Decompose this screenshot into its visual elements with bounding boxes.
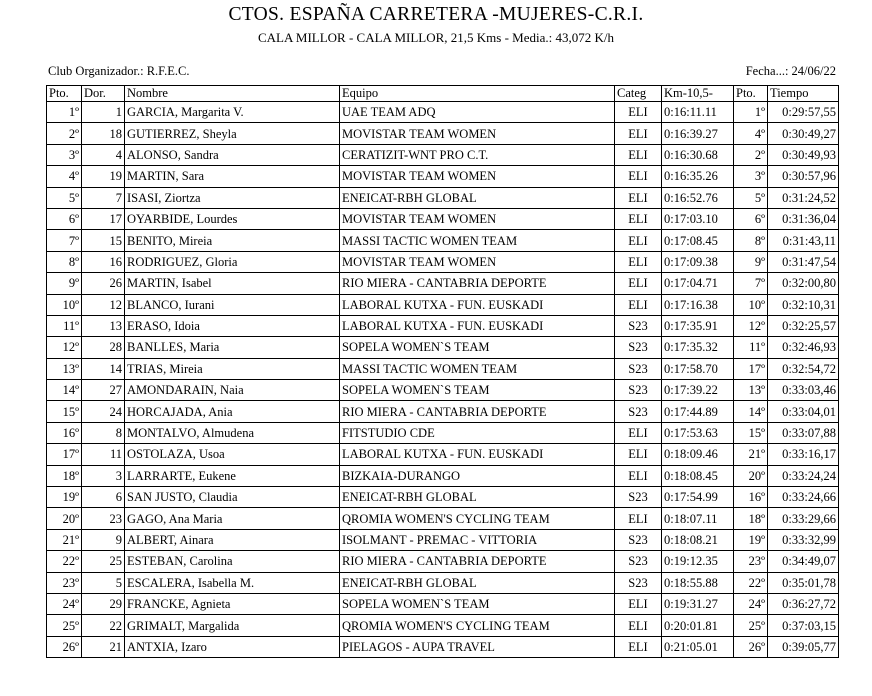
cell-nombre: GUTIERREZ, Sheyla: [125, 123, 340, 144]
cell-nombre: OYARBIDE, Lourdes: [125, 208, 340, 229]
cell-equipo: FITSTUDIO CDE: [340, 422, 615, 443]
cell-pto: 9º: [47, 273, 82, 294]
cell-dorsal: 8: [82, 422, 125, 443]
header-km: Km-10,5-: [662, 86, 734, 102]
cell-dorsal: 5: [82, 572, 125, 593]
cell-pto-split: 9º: [734, 251, 768, 272]
cell-dorsal: 6: [82, 487, 125, 508]
race-subtitle: CALA MILLOR - CALA MILLOR, 21,5 Kms - Media.: 43,072 K/h: [257, 30, 615, 45]
cell-pto-split: 23º: [734, 551, 768, 572]
cell-pto-split: 13º: [734, 380, 768, 401]
cell-tiempo: 0:31:24,52: [768, 187, 839, 208]
cell-dorsal: 3: [82, 465, 125, 486]
cell-categ: ELI: [615, 230, 662, 251]
cell-km-split: 0:17:58.70: [662, 358, 734, 379]
cell-km-split: 0:17:39.22: [662, 380, 734, 401]
header-nombre: Nombre: [125, 86, 340, 102]
cell-equipo: ENEICAT-RBH GLOBAL: [340, 487, 615, 508]
cell-dorsal: 4: [82, 144, 125, 165]
cell-pto-split: 11º: [734, 337, 768, 358]
cell-equipo: SOPELA WOMEN`S TEAM: [340, 337, 615, 358]
cell-equipo: MASSI TACTIC WOMEN TEAM: [340, 230, 615, 251]
cell-pto-split: 10º: [734, 294, 768, 315]
cell-tiempo: 0:30:49,27: [768, 123, 839, 144]
table-row: [47, 337, 839, 358]
cell-km-split: 0:17:09.38: [662, 251, 734, 272]
cell-pto: 8º: [47, 251, 82, 272]
cell-equipo: LABORAL KUTXA - FUN. EUSKADI: [340, 294, 615, 315]
cell-pto-split: 3º: [734, 166, 768, 187]
cell-dorsal: 29: [82, 593, 125, 614]
cell-tiempo: 0:35:01,78: [768, 572, 839, 593]
cell-categ: ELI: [615, 273, 662, 294]
cell-tiempo: 0:36:27,72: [768, 593, 839, 614]
cell-equipo: SOPELA WOMEN`S TEAM: [340, 593, 615, 614]
cell-pto-split: 7º: [734, 273, 768, 294]
cell-nombre: ERASO, Idoia: [125, 315, 340, 336]
table-row: [47, 358, 839, 379]
cell-km-split: 0:17:16.38: [662, 294, 734, 315]
cell-nombre: ISASI, Ziortza: [125, 187, 340, 208]
cell-tiempo: 0:33:07,88: [768, 422, 839, 443]
cell-categ: S23: [615, 572, 662, 593]
cell-pto: 22º: [47, 551, 82, 572]
organizer-label: Club Organizador.: R.F.E.C.: [48, 64, 190, 78]
cell-categ: ELI: [615, 187, 662, 208]
cell-dorsal: 11: [82, 444, 125, 465]
cell-nombre: ESCALERA, Isabella M.: [125, 572, 340, 593]
cell-km-split: 0:17:54.99: [662, 487, 734, 508]
cell-km-split: 0:18:07.11: [662, 508, 734, 529]
cell-equipo: MOVISTAR TEAM WOMEN: [340, 251, 615, 272]
cell-equipo: SOPELA WOMEN`S TEAM: [340, 380, 615, 401]
table-header-row: [47, 86, 839, 102]
cell-pto: 1º: [47, 102, 82, 123]
cell-tiempo: 0:32:46,93: [768, 337, 839, 358]
table-row: [47, 572, 839, 593]
cell-categ: ELI: [615, 294, 662, 315]
table-row: [47, 315, 839, 336]
table-row: [47, 593, 839, 614]
cell-tiempo: 0:33:32,99: [768, 529, 839, 550]
table-row: [47, 208, 839, 229]
cell-dorsal: 17: [82, 208, 125, 229]
table-row: [47, 144, 839, 165]
cell-dorsal: 22: [82, 615, 125, 636]
table-row: [47, 401, 839, 422]
cell-equipo: RIO MIERA - CANTABRIA DEPORTE: [340, 401, 615, 422]
cell-pto-split: 17º: [734, 358, 768, 379]
cell-categ: S23: [615, 401, 662, 422]
cell-nombre: RODRIGUEZ, Gloria: [125, 251, 340, 272]
cell-pto-split: 16º: [734, 487, 768, 508]
cell-nombre: BENITO, Mireia: [125, 230, 340, 251]
cell-pto-split: 26º: [734, 636, 768, 657]
cell-tiempo: 0:29:57,55: [768, 102, 839, 123]
cell-tiempo: 0:32:25,57: [768, 315, 839, 336]
cell-pto: 20º: [47, 508, 82, 529]
cell-pto: 21º: [47, 529, 82, 550]
cell-km-split: 0:20:01.81: [662, 615, 734, 636]
header-pto: Pto.: [47, 86, 82, 102]
header-pto-split: Pto.: [734, 86, 768, 102]
cell-tiempo: 0:32:54,72: [768, 358, 839, 379]
cell-equipo: RIO MIERA - CANTABRIA DEPORTE: [340, 273, 615, 294]
table-row: [47, 636, 839, 657]
table-row: [47, 444, 839, 465]
cell-km-split: 0:19:12.35: [662, 551, 734, 572]
cell-pto: 5º: [47, 187, 82, 208]
cell-categ: ELI: [615, 144, 662, 165]
table-row: [47, 187, 839, 208]
table-row: [47, 166, 839, 187]
cell-equipo: LABORAL KUTXA - FUN. EUSKADI: [340, 444, 615, 465]
cell-equipo: RIO MIERA - CANTABRIA DEPORTE: [340, 551, 615, 572]
cell-dorsal: 24: [82, 401, 125, 422]
cell-dorsal: 7: [82, 187, 125, 208]
cell-pto: 7º: [47, 230, 82, 251]
cell-pto-split: 5º: [734, 187, 768, 208]
cell-pto-split: 14º: [734, 401, 768, 422]
header-dor: Dor.: [82, 86, 125, 102]
cell-equipo: MOVISTAR TEAM WOMEN: [340, 208, 615, 229]
cell-tiempo: 0:31:43,11: [768, 230, 839, 251]
cell-nombre: HORCAJADA, Ania: [125, 401, 340, 422]
cell-km-split: 0:17:08.45: [662, 230, 734, 251]
cell-categ: ELI: [615, 465, 662, 486]
cell-categ: ELI: [615, 123, 662, 144]
cell-km-split: 0:16:39.27: [662, 123, 734, 144]
cell-pto: 10º: [47, 294, 82, 315]
cell-tiempo: 0:33:24,24: [768, 465, 839, 486]
cell-nombre: MARTIN, Sara: [125, 166, 340, 187]
cell-dorsal: 18: [82, 123, 125, 144]
results-table: [46, 85, 839, 658]
cell-pto-split: 4º: [734, 123, 768, 144]
cell-pto: 13º: [47, 358, 82, 379]
cell-pto-split: 12º: [734, 315, 768, 336]
cell-tiempo: 0:33:04,01: [768, 401, 839, 422]
cell-tiempo: 0:34:49,07: [768, 551, 839, 572]
cell-tiempo: 0:37:03,15: [768, 615, 839, 636]
table-row: [47, 251, 839, 272]
cell-nombre: GARCIA, Margarita V.: [125, 102, 340, 123]
cell-tiempo: 0:30:57,96: [768, 166, 839, 187]
cell-km-split: 0:17:35.32: [662, 337, 734, 358]
cell-dorsal: 21: [82, 636, 125, 657]
cell-dorsal: 9: [82, 529, 125, 550]
cell-categ: S23: [615, 551, 662, 572]
cell-tiempo: 0:33:16,17: [768, 444, 839, 465]
cell-pto: 14º: [47, 380, 82, 401]
cell-km-split: 0:18:09.46: [662, 444, 734, 465]
cell-dorsal: 27: [82, 380, 125, 401]
cell-categ: ELI: [615, 508, 662, 529]
cell-nombre: MONTALVO, Almudena: [125, 422, 340, 443]
cell-pto-split: 22º: [734, 572, 768, 593]
cell-dorsal: 1: [82, 102, 125, 123]
cell-pto: 18º: [47, 465, 82, 486]
cell-categ: ELI: [615, 444, 662, 465]
cell-categ: ELI: [615, 166, 662, 187]
cell-tiempo: 0:32:00,80: [768, 273, 839, 294]
cell-pto-split: 20º: [734, 465, 768, 486]
cell-dorsal: 15: [82, 230, 125, 251]
cell-nombre: ANTXIA, Izaro: [125, 636, 340, 657]
cell-nombre: TRIAS, Mireia: [125, 358, 340, 379]
table-row: [47, 465, 839, 486]
cell-equipo: MOVISTAR TEAM WOMEN: [340, 166, 615, 187]
cell-nombre: LARRARTE, Eukene: [125, 465, 340, 486]
cell-km-split: 0:18:08.21: [662, 529, 734, 550]
cell-pto-split: 6º: [734, 208, 768, 229]
cell-equipo: ENEICAT-RBH GLOBAL: [340, 187, 615, 208]
cell-equipo: MASSI TACTIC WOMEN TEAM: [340, 358, 615, 379]
cell-pto-split: 21º: [734, 444, 768, 465]
cell-pto: 2º: [47, 123, 82, 144]
cell-km-split: 0:16:30.68: [662, 144, 734, 165]
cell-equipo: MOVISTAR TEAM WOMEN: [340, 123, 615, 144]
cell-categ: ELI: [615, 593, 662, 614]
table-row: [47, 487, 839, 508]
cell-nombre: ALBERT, Ainara: [125, 529, 340, 550]
cell-km-split: 0:19:31.27: [662, 593, 734, 614]
date-label: Fecha...: 24/06/22: [745, 64, 836, 78]
cell-pto: 4º: [47, 166, 82, 187]
cell-pto: 19º: [47, 487, 82, 508]
cell-equipo: ISOLMANT - PREMAC - VITTORIA: [340, 529, 615, 550]
cell-pto-split: 2º: [734, 144, 768, 165]
cell-dorsal: 23: [82, 508, 125, 529]
cell-km-split: 0:18:55.88: [662, 572, 734, 593]
table-row: [47, 294, 839, 315]
cell-pto: 6º: [47, 208, 82, 229]
cell-nombre: GAGO, Ana Maria: [125, 508, 340, 529]
cell-nombre: MARTIN, Isabel: [125, 273, 340, 294]
table-row: [47, 123, 839, 144]
cell-pto-split: 8º: [734, 230, 768, 251]
cell-equipo: PIELAGOS - AUPA TRAVEL: [340, 636, 615, 657]
cell-tiempo: 0:33:29,66: [768, 508, 839, 529]
cell-nombre: ESTEBAN, Carolina: [125, 551, 340, 572]
cell-km-split: 0:17:04.71: [662, 273, 734, 294]
cell-equipo: BIZKAIA-DURANGO: [340, 465, 615, 486]
cell-pto: 11º: [47, 315, 82, 336]
cell-nombre: GRIMALT, Margalida: [125, 615, 340, 636]
cell-categ: ELI: [615, 615, 662, 636]
table-row: [47, 551, 839, 572]
cell-categ: S23: [615, 380, 662, 401]
cell-equipo: QROMIA WOMEN'S CYCLING TEAM: [340, 508, 615, 529]
cell-km-split: 0:16:11.11: [662, 102, 734, 123]
header-equipo: Equipo: [340, 86, 615, 102]
cell-pto: 3º: [47, 144, 82, 165]
cell-categ: ELI: [615, 102, 662, 123]
cell-nombre: BLANCO, Iurani: [125, 294, 340, 315]
cell-equipo: CERATIZIT-WNT PRO C.T.: [340, 144, 615, 165]
cell-categ: S23: [615, 529, 662, 550]
cell-km-split: 0:17:35.91: [662, 315, 734, 336]
cell-km-split: 0:16:52.76: [662, 187, 734, 208]
cell-tiempo: 0:33:24,66: [768, 487, 839, 508]
cell-pto: 17º: [47, 444, 82, 465]
cell-categ: S23: [615, 315, 662, 336]
cell-equipo: ENEICAT-RBH GLOBAL: [340, 572, 615, 593]
cell-nombre: OSTOLAZA, Usoa: [125, 444, 340, 465]
table-row: [47, 508, 839, 529]
cell-equipo: LABORAL KUTXA - FUN. EUSKADI: [340, 315, 615, 336]
cell-pto: 26º: [47, 636, 82, 657]
cell-pto: 23º: [47, 572, 82, 593]
cell-categ: ELI: [615, 208, 662, 229]
table-row: [47, 273, 839, 294]
cell-pto-split: 19º: [734, 529, 768, 550]
cell-km-split: 0:17:53.63: [662, 422, 734, 443]
cell-dorsal: 19: [82, 166, 125, 187]
cell-pto-split: 25º: [734, 615, 768, 636]
cell-pto: 16º: [47, 422, 82, 443]
cell-pto-split: 18º: [734, 508, 768, 529]
cell-pto: 12º: [47, 337, 82, 358]
cell-nombre: FRANCKE, Agnieta: [125, 593, 340, 614]
cell-nombre: BANLLES, Maria: [125, 337, 340, 358]
cell-pto-split: 24º: [734, 593, 768, 614]
cell-km-split: 0:16:35.26: [662, 166, 734, 187]
cell-categ: S23: [615, 487, 662, 508]
page-title: CTOS. ESPAÑA CARRETERA -MUJERES-C.R.I.: [228, 4, 644, 25]
cell-tiempo: 0:33:03,46: [768, 380, 839, 401]
cell-equipo: UAE TEAM ADQ: [340, 102, 615, 123]
table-row: [47, 529, 839, 550]
cell-tiempo: 0:32:10,31: [768, 294, 839, 315]
cell-categ: ELI: [615, 636, 662, 657]
cell-categ: ELI: [615, 251, 662, 272]
table-row: [47, 615, 839, 636]
cell-categ: ELI: [615, 422, 662, 443]
cell-pto: 24º: [47, 593, 82, 614]
cell-pto-split: 1º: [734, 102, 768, 123]
cell-dorsal: 25: [82, 551, 125, 572]
table-row: [47, 422, 839, 443]
header-categ: Categ: [615, 86, 662, 102]
cell-dorsal: 26: [82, 273, 125, 294]
cell-tiempo: 0:30:49,93: [768, 144, 839, 165]
cell-km-split: 0:17:44.89: [662, 401, 734, 422]
cell-dorsal: 16: [82, 251, 125, 272]
cell-pto-split: 15º: [734, 422, 768, 443]
cell-equipo: QROMIA WOMEN'S CYCLING TEAM: [340, 615, 615, 636]
table-row: [47, 380, 839, 401]
header-tiempo: Tiempo: [768, 86, 839, 102]
cell-dorsal: 13: [82, 315, 125, 336]
table-row: [47, 102, 839, 123]
cell-pto: 25º: [47, 615, 82, 636]
cell-dorsal: 12: [82, 294, 125, 315]
cell-dorsal: 28: [82, 337, 125, 358]
cell-nombre: SAN JUSTO, Claudia: [125, 487, 340, 508]
cell-km-split: 0:21:05.01: [662, 636, 734, 657]
cell-tiempo: 0:39:05,77: [768, 636, 839, 657]
cell-dorsal: 14: [82, 358, 125, 379]
cell-pto: 15º: [47, 401, 82, 422]
cell-categ: S23: [615, 337, 662, 358]
table-row: [47, 230, 839, 251]
cell-tiempo: 0:31:47,54: [768, 251, 839, 272]
cell-categ: S23: [615, 358, 662, 379]
cell-km-split: 0:18:08.45: [662, 465, 734, 486]
cell-nombre: ALONSO, Sandra: [125, 144, 340, 165]
cell-nombre: AMONDARAIN, Naia: [125, 380, 340, 401]
cell-tiempo: 0:31:36,04: [768, 208, 839, 229]
cell-km-split: 0:17:03.10: [662, 208, 734, 229]
